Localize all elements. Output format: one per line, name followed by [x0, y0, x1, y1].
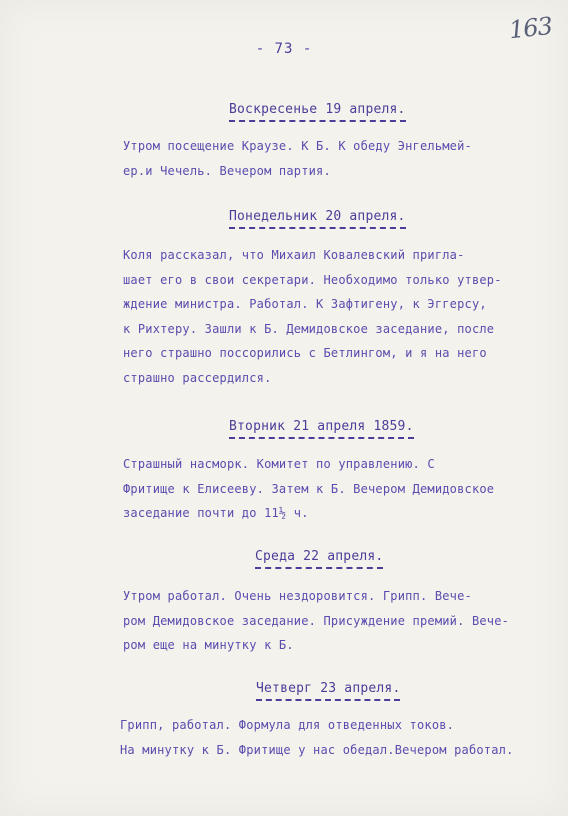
- entry-heading-text: Четверг 23 апреля.: [256, 681, 401, 696]
- body-line: шает его в свои секретари. Необходимо только утвер-: [123, 272, 502, 287]
- body-line: ром Демидовское заседание. Присуждение премий. Вече-: [123, 613, 510, 628]
- body-line: него страшно поссорились с Бетлингом, и я на него: [123, 346, 487, 360]
- body-line: На минутку к Б. Фритище у нас обедал.Вечером работал.: [120, 742, 514, 757]
- entry-heading-wednesday: [255, 549, 383, 569]
- archive-page-number: 163: [507, 11, 554, 45]
- body-line: страшно рассердился.: [123, 370, 272, 385]
- entry-heading-tuesday: [229, 419, 414, 439]
- entry-heading-text: Вторник 21 апреля 1859.: [229, 419, 414, 434]
- entry-body-tuesday: [123, 452, 533, 526]
- entry-heading-text: Воскресенье 19 апреля.: [229, 102, 406, 117]
- entry-body-sunday: [123, 134, 533, 183]
- entry-body-monday: [123, 243, 533, 390]
- body-line: Грипп, работал. Формула для отведенных токов.: [120, 718, 455, 732]
- body-line: Коля рассказал, что Михаил Ковалевский пригла-: [123, 248, 465, 262]
- body-line: ер.и Чечель. Вечером партия.: [123, 163, 331, 178]
- body-line: Фритище к Елисееву. Затем к Б. Вечером Демидовское: [123, 481, 495, 496]
- body-line: ром еще на минутку к Б.: [123, 638, 294, 652]
- body-line: заседание почти до 11½ ч.: [123, 506, 309, 520]
- body-line: ждение министра. Работал. К Зафтигену, к Эггерсу,: [123, 297, 487, 311]
- body-line: Утром работал. Очень нездоровится. Грипп. Вече-: [123, 589, 472, 603]
- body-line: Утром посещение Краузе. К Б. К обеду Энгельмей-: [123, 139, 472, 153]
- heading-underline: [229, 437, 414, 439]
- heading-underline: [256, 699, 400, 701]
- heading-underline: [229, 227, 406, 229]
- page-number: - 73 -: [255, 41, 313, 57]
- heading-underline: [255, 567, 383, 569]
- entry-heading-thursday: [256, 681, 400, 701]
- heading-underline: [229, 120, 406, 122]
- entry-heading-text: Среда 22 апреля.: [255, 549, 384, 564]
- entry-heading-sunday: [229, 102, 406, 122]
- body-line: к Рихтеру. Зашли к Б. Демидовское заседание, после: [123, 321, 495, 336]
- entry-heading-monday: [229, 209, 406, 229]
- entry-body-wednesday: [123, 584, 533, 658]
- entry-body-thursday: [120, 713, 540, 762]
- body-line: Страшный насморк. Комитет по управлению. С: [123, 457, 435, 471]
- entry-heading-text: Понедельник 20 апреля.: [229, 209, 406, 224]
